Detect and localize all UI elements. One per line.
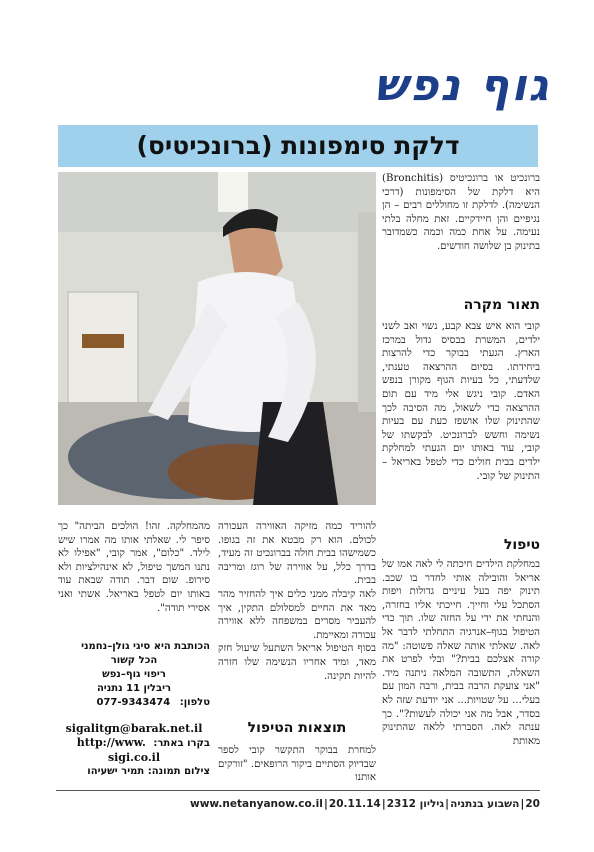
photo-illustration (58, 172, 376, 505)
email-link[interactable]: sigalitgn@barak.net.il (65, 722, 203, 735)
business-address: ריבלין 11 נתניה (96, 683, 172, 694)
column-right-intro (382, 172, 540, 254)
phone-number: 077-9343474 (96, 697, 171, 708)
column-right-treatment (382, 558, 540, 748)
website-link[interactable]: http://www. (76, 736, 146, 749)
article-photo (58, 172, 376, 505)
column-left (58, 520, 210, 615)
photo-credit: צילום תמונה: תמיר ישעיהו (87, 766, 210, 777)
page-number: 20 (525, 798, 540, 810)
author-credits (58, 640, 210, 779)
footer-sep-1: | (323, 798, 328, 810)
footer-issue: גיליון 2312 (386, 798, 445, 810)
results-paragraph: למחרת בבוקר התקשר קובי לספר שבדיוק הסתיים ביקור הרופאים. "זורקים אותנו (218, 745, 376, 784)
website-link-2[interactable]: sigi.co.il (107, 751, 161, 764)
phone-line (58, 696, 210, 710)
middle-paragraph-2: לאה קיבלה ממני כלים איך להחזיר מהר מאד את החיים למסלולם התקין, איך להעביר מסרים במשפחה ללא אווירה עכורה ומאיימת. (218, 588, 376, 641)
subheading-case: תאור מקרה (463, 297, 540, 313)
website-line (58, 736, 210, 751)
author-line: הכותבת היא סיגי גולן–נחמני (81, 641, 210, 652)
page-footer (190, 796, 540, 812)
article-headline: דלקת סימפונות (ברונכיטיס) (136, 131, 460, 160)
treatment-paragraph: במחלקת הילדים חיכתה לי לאה אמו של אריאל והובילה אותי לחדר בו שכב. תינוק יפה בעל עיניים גדולות ויפות הסתכל עלי וחייך. חייכתי אליו בחזרה, והנחתי את ידי על החזה שלו. תוך כדי הטיפול בגוף–אנרגיה התחלתי לדבר אל לאה. שאלתי אותה שאלה פשוטה: "מה קורה אצלכם בבית?" ובלי לפרט את השאלה, התשובה המלאה ניתנה מיד. "אני צועקת הרבה בבית, ורבה המון עם בעלי... על שטויות... אני יודעת שזה לא בסדר, אבל מה אני יכולה לעשות?". כך ענתה לאה. הסברתי ללאה שהתינוק מאותת (382, 559, 540, 747)
section-title: גוף נפש (374, 60, 550, 111)
footer-sep-4: | (520, 798, 525, 810)
footer-divider (56, 790, 540, 791)
middle-paragraph-3: בסוף הטיפול אריאל השתעל שיעול חזק מאד, ומיד אחריו הנשימה שלו חזרה להיות תקינה. (218, 643, 376, 682)
footer-date: 20.11.14 (328, 798, 381, 810)
left-paragraph: מהמחלקה. זהו! הולכים הביתה" כך סיפר לי. שאלתי אותו מה אמרו שיש לילד. "כלום", אמר קובי, "אפילו לא נתנו המשך טיפול, לא אינהילציות ולא סירופ. שום דבר. תודה שבאת עוד באותו יום לטפל באריאל. אשתי ואני אסירי תודה". (58, 521, 210, 614)
business-name: הכל קשור (110, 655, 158, 666)
column-middle (218, 520, 376, 683)
phone-label: טלפון: (179, 697, 210, 708)
subheading-treatment: טיפול (503, 537, 540, 553)
subheading-results: תוצאות הטיפול (247, 720, 347, 736)
footer-website[interactable]: www.netanyanow.co.il (190, 798, 323, 810)
column-right-case (382, 320, 540, 483)
middle-paragraph-1: להוריד כמה מזיקה האווירה העכורה לכולם. הוא רק מבטא את זה בגופו. כשמישהו בבית חולה בברונכיט זה מעיד, בדרך כלל, על אווירה של רוגז ומריבה בבית. (218, 521, 376, 587)
footer-sep-3: | (445, 798, 450, 810)
case-paragraph: קובי הוא איש צבא קבע, נשוי ואב לשני ילדים, המשרת בבסיס גדול במרכז הארץ. הגעתי בבוקר כדי להרצות ביחידתו. בסיום ההרצאה טענתי, שלדעתי, כל בעיות הגוף מקורן בנפש האדם. קובי ניגש אלי מיד עם תום ההרצאה כדי לשאול, מה הסיבה לכך שהתינוק שלו אושפז כעת עם בעיות נשימה וחשש לברונכיט. לבקשתו של קובי, עוד באותו יום הגעתי למחלקת ילדים בבית חולים כדי לטפל באריאל – התינוק של קובי. (382, 321, 540, 482)
column-middle-results (218, 744, 376, 785)
visit-label: בקרו באתר: (153, 738, 210, 749)
intro-paragraph: ברונכיט או ברונכיטיס (Bronchitis) היא דלקת של הסימפונות (דרכי הנשימה). לדלקת זו מחוללים רבים – הן נגיפיים והן חיידקיים. זאת מחלה בלתי נעימה. על אחת כמה וכמה כשמדובר בתינוק בן שלושה חודשים. (382, 173, 540, 252)
footer-sep-2: | (381, 798, 386, 810)
footer-publication: השבוע בנתניה (450, 798, 520, 810)
business-field: ריפוי גוף–נפש (102, 669, 166, 680)
